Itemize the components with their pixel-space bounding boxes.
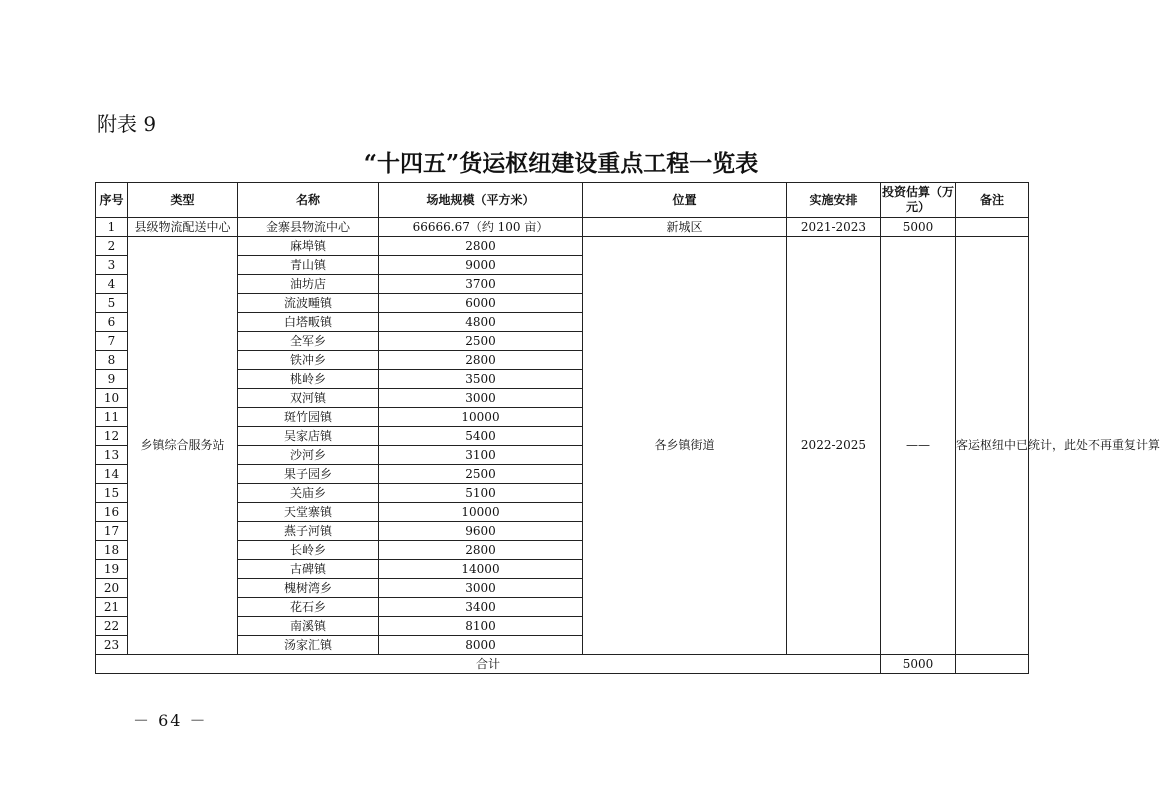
cell-name: 汤家汇镇 — [238, 636, 379, 655]
projects-table — [95, 182, 1160, 674]
cell-no: 20 — [96, 579, 128, 598]
cell-area: 5100 — [379, 484, 583, 503]
cell-area: 2800 — [379, 237, 583, 256]
col-header-schedule: 实施安排 — [787, 183, 881, 218]
cell-no: 17 — [96, 522, 128, 541]
cell-schedule: 2021-2023 — [787, 218, 881, 237]
col-header-type: 类型 — [128, 183, 238, 218]
cell-area: 10000 — [379, 503, 583, 522]
table-row — [96, 218, 1029, 237]
cell-investment: 5000 — [881, 218, 956, 237]
cell-remark — [956, 218, 1029, 237]
cell-no: 14 — [96, 465, 128, 484]
total-remark — [956, 655, 1029, 674]
cell-area: 3000 — [379, 579, 583, 598]
cell-name: 双河镇 — [238, 389, 379, 408]
cell-no: 11 — [96, 408, 128, 427]
cell-area: 3500 — [379, 370, 583, 389]
cell-no: 21 — [96, 598, 128, 617]
cell-no: 23 — [96, 636, 128, 655]
cell-name: 流波畽镇 — [238, 294, 379, 313]
cell-name: 南溪镇 — [238, 617, 379, 636]
col-header-no: 序号 — [96, 183, 128, 218]
col-header-remark: 备注 — [956, 183, 1029, 218]
cell-area: 4800 — [379, 313, 583, 332]
cell-no: 18 — [96, 541, 128, 560]
cell-area: 8100 — [379, 617, 583, 636]
cell-location: 各乡镇街道 — [583, 237, 787, 655]
cell-location: 新城区 — [583, 218, 787, 237]
cell-name: 长岭乡 — [238, 541, 379, 560]
cell-name: 沙河乡 — [238, 446, 379, 465]
cell-area: 6000 — [379, 294, 583, 313]
cell-area: 66666.67（约 100 亩） — [379, 218, 583, 237]
cell-area: 5400 — [379, 427, 583, 446]
cell-area: 14000 — [379, 560, 583, 579]
cell-name: 吴家店镇 — [238, 427, 379, 446]
cell-no: 4 — [96, 275, 128, 294]
cell-name: 金寨县物流中心 — [238, 218, 379, 237]
cell-name: 斑竹园镇 — [238, 408, 379, 427]
page-number: － 64 － — [133, 711, 208, 730]
cell-name: 古碑镇 — [238, 560, 379, 579]
cell-type: 乡镇综合服务站 — [128, 237, 238, 655]
cell-area: 8000 — [379, 636, 583, 655]
total-investment: 5000 — [881, 655, 956, 674]
cell-no: 22 — [96, 617, 128, 636]
cell-no: 15 — [96, 484, 128, 503]
cell-area: 2800 — [379, 541, 583, 560]
cell-remark: 客运枢纽中已统计，此处不再重复计算 — [956, 237, 1029, 655]
cell-name: 槐树湾乡 — [238, 579, 379, 598]
cell-area: 3400 — [379, 598, 583, 617]
cell-name: 铁冲乡 — [238, 351, 379, 370]
cell-no: 12 — [96, 427, 128, 446]
cell-area: 2500 — [379, 332, 583, 351]
col-header-location: 位置 — [583, 183, 787, 218]
header-row — [96, 183, 1029, 218]
cell-no: 7 — [96, 332, 128, 351]
annex-label: 附表 9 — [97, 112, 157, 136]
cell-no: 2 — [96, 237, 128, 256]
cell-name: 桃岭乡 — [238, 370, 379, 389]
cell-no: 19 — [96, 560, 128, 579]
cell-name: 油坊店 — [238, 275, 379, 294]
table-title: “十四五”货运枢纽建设重点工程一览表 — [363, 150, 759, 177]
cell-name: 全军乡 — [238, 332, 379, 351]
cell-area: 3000 — [379, 389, 583, 408]
cell-type: 县级物流配送中心 — [128, 218, 238, 237]
cell-no: 10 — [96, 389, 128, 408]
cell-name: 青山镇 — [238, 256, 379, 275]
cell-name: 花石乡 — [238, 598, 379, 617]
cell-no: 5 — [96, 294, 128, 313]
cell-no: 8 — [96, 351, 128, 370]
col-header-investment: 投资估算（万元） — [881, 183, 956, 218]
cell-no: 13 — [96, 446, 128, 465]
cell-area: 3700 — [379, 275, 583, 294]
total-row — [96, 655, 1029, 674]
cell-no: 3 — [96, 256, 128, 275]
col-header-area: 场地规模（平方米） — [379, 183, 583, 218]
cell-name: 果子园乡 — [238, 465, 379, 484]
cell-no: 6 — [96, 313, 128, 332]
cell-name: 关庙乡 — [238, 484, 379, 503]
cell-area: 9000 — [379, 256, 583, 275]
cell-name: 白塔畈镇 — [238, 313, 379, 332]
cell-area: 10000 — [379, 408, 583, 427]
cell-area: 2800 — [379, 351, 583, 370]
cell-name: 燕子河镇 — [238, 522, 379, 541]
cell-schedule: 2022-2025 — [787, 237, 881, 655]
col-header-name: 名称 — [238, 183, 379, 218]
cell-no: 9 — [96, 370, 128, 389]
cell-area: 2500 — [379, 465, 583, 484]
cell-name: 麻埠镇 — [238, 237, 379, 256]
cell-area: 3100 — [379, 446, 583, 465]
total-label: 合计 — [96, 655, 881, 674]
cell-investment: —— — [881, 237, 956, 655]
cell-no: 1 — [96, 218, 128, 237]
table-row — [96, 237, 1029, 256]
cell-area: 9600 — [379, 522, 583, 541]
cell-no: 16 — [96, 503, 128, 522]
cell-name: 天堂寨镇 — [238, 503, 379, 522]
